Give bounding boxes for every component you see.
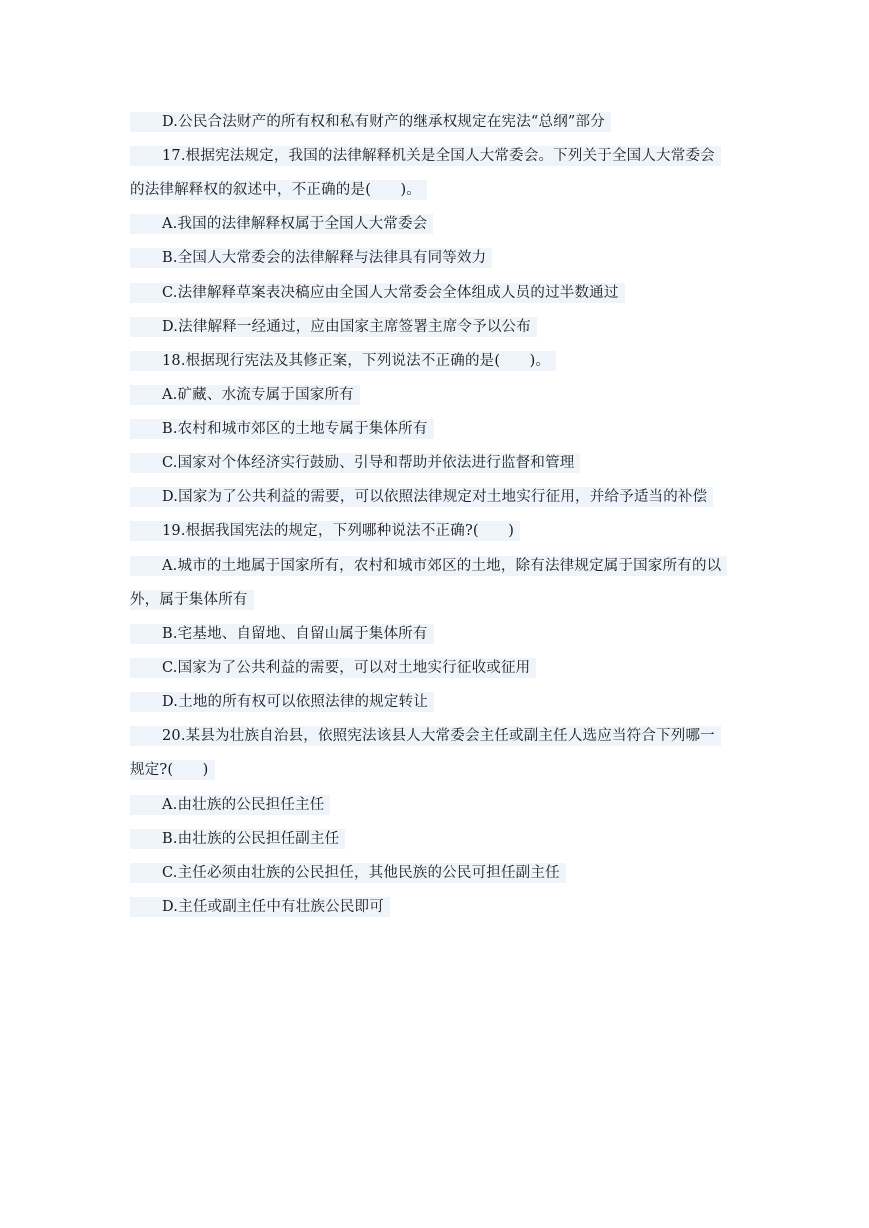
- option-line: D.公民合法财产的所有权和私有财产的继承权规定在宪法“总纲”部分: [130, 112, 611, 132]
- option-line: D.土地的所有权可以依照法律的规定转让: [130, 692, 434, 712]
- question-line: 19.根据我国宪法的规定，下列哪种说法不正确?( ): [130, 521, 520, 541]
- option-line: B.全国人大常委会的法律解释与法律具有同等效力: [130, 248, 492, 268]
- option-line: C.法律解释草案表决稿应由全国人大常委会全体组成人员的过半数通过: [130, 283, 625, 303]
- option-line: C.国家对个体经济实行鼓励、引导和帮助并依法进行监督和管理: [130, 453, 580, 473]
- option-line: A.矿藏、水流专属于国家所有: [130, 385, 360, 405]
- continuation-line: 外，属于集体所有: [130, 590, 254, 610]
- option-line: D.主任或副主任中有壮族公民即可: [130, 897, 390, 917]
- option-line: B.农村和城市郊区的土地专属于集体所有: [130, 419, 434, 439]
- option-line: A.城市的土地属于国家所有，农村和城市郊区的土地，除有法律规定属于国家所有的以: [130, 556, 727, 576]
- option-line: C.主任必须由壮族的公民担任，其他民族的公民可担任副主任: [130, 863, 566, 883]
- option-line: B.宅基地、自留地、自留山属于集体所有: [130, 624, 434, 644]
- question-line: 17.根据宪法规定，我国的法律解释机关是全国人大常委会。下列关于全国人大常委会: [130, 146, 721, 166]
- option-line: B.由壮族的公民担任副主任: [130, 829, 345, 849]
- option-line: A.由壮族的公民担任主任: [130, 795, 330, 815]
- option-line: D.法律解释一经通过，应由国家主席签署主席令予以公布: [130, 317, 537, 337]
- continuation-line: 规定?( ): [130, 760, 215, 780]
- continuation-line: 的法律解释权的叙述中，不正确的是( )。: [130, 180, 427, 200]
- option-line: A.我国的法律解释权属于全国人大常委会: [130, 214, 433, 234]
- option-line: C.国家为了公共利益的需要，可以对土地实行征收或征用: [130, 658, 536, 678]
- question-line: 20.某县为壮族自治县，依照宪法该县人大常委会主任或副主任人选应当符合下列哪一: [130, 726, 721, 746]
- question-line: 18.根据现行宪法及其修正案，下列说法不正确的是( )。: [130, 351, 556, 371]
- option-line: D.国家为了公共利益的需要，可以依照法律规定对土地实行征用，并给予适当的补偿: [130, 487, 713, 507]
